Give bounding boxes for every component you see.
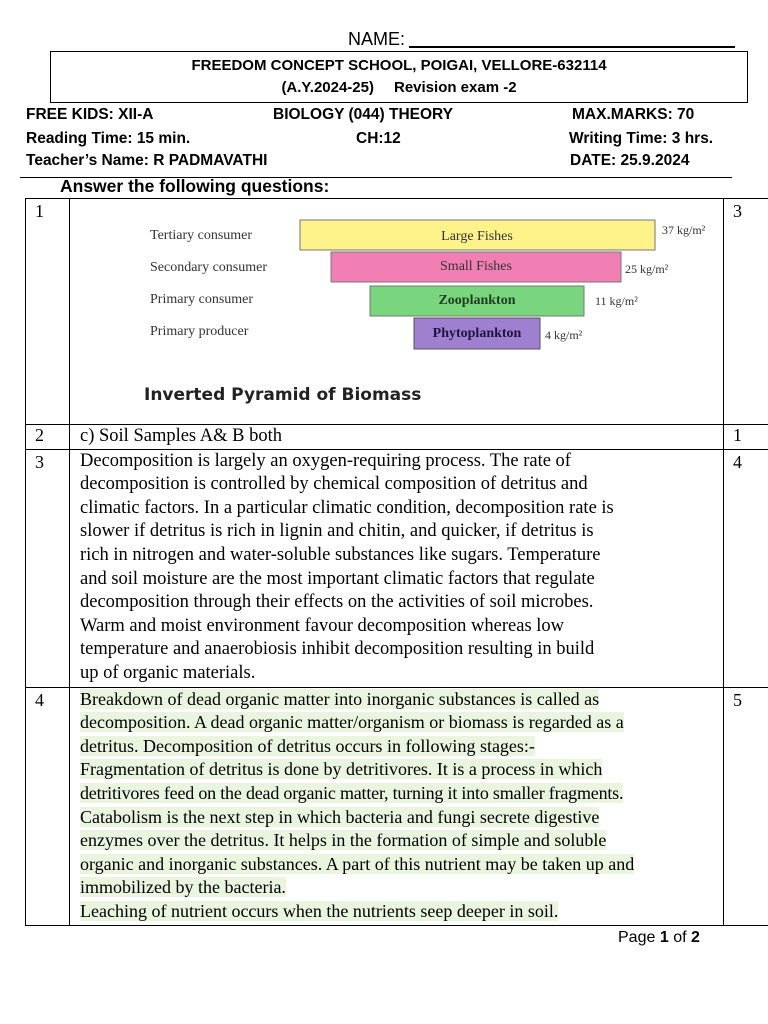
reading-time-label: Reading Time: 15 min. bbox=[26, 130, 191, 147]
table-row bbox=[26, 425, 768, 450]
pyramid-biomass-label: 37 kg/m² bbox=[662, 223, 706, 237]
question-number: 4 bbox=[26, 687, 70, 925]
table-row bbox=[26, 199, 768, 425]
max-marks-label: MAX.MARKS: 70 bbox=[572, 106, 695, 123]
name-field bbox=[348, 28, 735, 50]
answer-line: detritivores feed on the dead organic matter, turning it into smaller fragments. bbox=[80, 782, 624, 803]
exam-title: Revision exam -2 bbox=[394, 79, 517, 96]
question-marks: 5 bbox=[724, 687, 768, 925]
page-word: Page bbox=[618, 929, 656, 946]
subject-label: BIOLOGY (044) THEORY bbox=[273, 106, 454, 123]
answer-line: climatic factors. In a particular climatic condition, decomposition rate is bbox=[80, 497, 614, 518]
pyramid-biomass-label: 11 kg/m² bbox=[595, 294, 638, 308]
answer-line: Fragmentation of detritus is done by detritivores. It is a process in which bbox=[80, 759, 603, 780]
pyramid-organism-label: Phytoplankton bbox=[432, 326, 522, 341]
question-marks: 4 bbox=[724, 449, 768, 687]
class-label: FREE KIDS: XII-A bbox=[26, 106, 154, 123]
answer-line: temperature and anaerobiosis inhibit decomposition resulting in build bbox=[80, 639, 595, 660]
question-marks: 1 bbox=[724, 425, 768, 450]
biomass-pyramid-diagram bbox=[70, 199, 724, 419]
pyramid-level-label: Tertiary consumer bbox=[150, 228, 253, 243]
question-number: 2 bbox=[26, 425, 70, 450]
school-header-box bbox=[50, 51, 748, 103]
answer-line: Breakdown of dead organic matter into inorganic substances is called as bbox=[80, 688, 600, 709]
current-page: 1 bbox=[659, 929, 669, 946]
answer-line: Leaching of nutrient occurs when the nutrients seep deeper in soil. bbox=[80, 900, 559, 921]
pyramid-level-label: Primary consumer bbox=[150, 292, 254, 307]
answer-line: Decomposition is largely an oxygen-requiring process. The rate of bbox=[80, 450, 571, 471]
writing-time-label: Writing Time: 3 hrs. bbox=[569, 130, 714, 147]
answer-line: Warm and moist environment favour decomposition whereas low bbox=[80, 615, 565, 636]
answer-line: decomposition. A dead organic matter/organism or biomass is regarded as a bbox=[80, 712, 624, 733]
pyramid-organism-label: Large Fishes bbox=[441, 229, 513, 244]
answer-line: enzymes over the detritus. It helps in the formation of simple and soluble bbox=[80, 830, 607, 851]
pyramid-biomass-label: 4 kg/m² bbox=[545, 328, 583, 342]
teacher-label: Teacher’s Name: R PADMAVATHI bbox=[26, 152, 268, 169]
answer-text bbox=[70, 449, 724, 687]
pyramid-biomass-label: 25 kg/m² bbox=[625, 262, 669, 276]
name-label: NAME: bbox=[348, 29, 406, 49]
answer-line: decomposition is controlled by chemical composition of detritus and bbox=[80, 474, 588, 495]
answer-line: slower if detritus is rich in lignin and chitin, and quicker, if detritus is bbox=[80, 521, 594, 542]
answer-line: immobilized by the bacteria. bbox=[80, 877, 286, 898]
pyramid-caption: Inverted Pyramid of Biomass bbox=[144, 385, 422, 405]
answer-line: Catabolism is the next step in which bacteria and fungi secrete digestive bbox=[80, 806, 600, 827]
answer-line: detritus. Decomposition of detritus occurs in following stages:- bbox=[80, 735, 535, 756]
page-number bbox=[618, 929, 700, 947]
answer-line: decomposition through their effects on the activities of soil microbes. bbox=[80, 592, 594, 613]
answer-text bbox=[70, 687, 724, 925]
school-name: FREEDOM CONCEPT SCHOOL, POIGAI, VELLORE-632114 bbox=[191, 57, 607, 74]
chapter-label: CH:12 bbox=[356, 130, 401, 147]
of-word: of bbox=[673, 929, 687, 946]
answer-line: rich in nitrogen and water-soluble substances like sugars. Temperature bbox=[80, 544, 601, 565]
table-row bbox=[26, 687, 768, 925]
pyramid-organism-label: Zooplankton bbox=[438, 293, 516, 308]
answer-line: and soil moisture are the most important climatic factors that regulate bbox=[80, 568, 595, 589]
pyramid-cell bbox=[70, 199, 724, 425]
answer-table bbox=[25, 198, 768, 926]
answer-line: up of organic materials. bbox=[80, 662, 256, 683]
answer-text: c) Soil Samples A& B both bbox=[70, 425, 724, 450]
academic-year: (A.Y.2024-25) bbox=[281, 79, 374, 96]
total-pages: 2 bbox=[690, 929, 700, 946]
question-marks: 3 bbox=[724, 199, 768, 425]
pyramid-level-label: Primary producer bbox=[150, 324, 249, 339]
answer-line: organic and inorganic substances. A part of this nutrient may be taken up and bbox=[80, 853, 635, 874]
instruction: Answer the following questions: bbox=[60, 176, 330, 196]
pyramid-organism-label: Small Fishes bbox=[440, 259, 512, 274]
pyramid-level-label: Secondary consumer bbox=[150, 260, 268, 275]
date-label: DATE: 25.9.2024 bbox=[570, 152, 690, 169]
name-blank bbox=[409, 28, 735, 48]
question-number: 3 bbox=[26, 449, 70, 687]
question-number: 1 bbox=[26, 199, 70, 425]
table-row bbox=[26, 449, 768, 687]
